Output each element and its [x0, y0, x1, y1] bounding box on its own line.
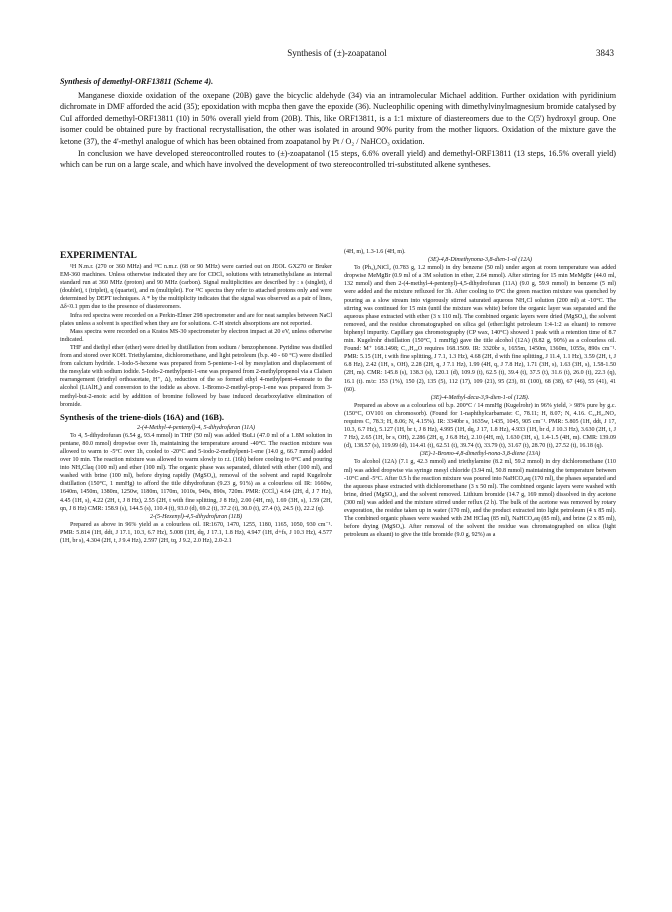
experimental-paragraph-mass: Mass spectra were recorded on a Kratos MS-30 spectrometer by electron impact at 20 eV, unless otherwise indicated. [60, 328, 332, 343]
experimental-heading: EXPERIMENTAL [60, 251, 137, 261]
right-column [344, 248, 616, 539]
experimental-paragraph-ir: Infra red spectra were recorded on a Perkin-Elmer 298 spectrometer and are for neat samples between NaCl plates unless a solvent is specified when they are for solutions. C-H stretch absorptions are not reported. [60, 312, 332, 327]
compound-heading-11a: 2-(4-Methyl-4-pentenyl)-4, 5-dihydrofuran (11A) [136, 424, 256, 431]
section-heading-triene-diols: Synthesis of the triene-diols (16A) and (16B). [60, 411, 224, 422]
left-column [60, 250, 332, 545]
continued-text: (4H, m), 1.3-1.6 (4H, m). [344, 249, 406, 255]
procedure-11a: To 4, 5-dihydrofuran (6.54 g, 93.4 mmol) in THF (50 ml) was added ᵗBuLi (47.0 ml of a 1.8M solution in pentane, 80.0 mmol) dropwise over 1h, maintaining the temperature around -40°C. The reaction mixture was allowed to warm to -5°C over 1h, cooled to -20°C and 5-iodo-2-methylpent-1-ene (14.0 g, 66.7 mmol) added over 10 min. The reaction mixture was allowed to warm slowly to r.t. (16h) before cooling to 0°C and pouring into NH₄Claq (100 ml) and ether (100 ml). The organic phase was separated, diluted with ether (100 ml), and washed with brine (100 ml), before drying rapidly (MgSO₄), removal of the solvent and rapid Kugelrohr distillation (150°C, 1 mmHg) to afford the title dihydrofuran (9.23 g, 91%) as a colourless oil IR: 1660w, 1640m, 1450m, 1380m, 1250w, 1180m, 1170m, 1010s, 940s, 890s, 720m. PMR: (CCl₄) 4.64 (2H, d, J 7 Hz), 4.45 (1H, s), 4.22 (2H, t, J 8 Hz), 2.55 (2H, t with fine splitting, J 8 Hz), 2.00 (4H, m), 1.69 (3H, s), 1.59 (2H, qn, J 8 Hz) CMR: 158.9 (s), 144.5 (s), 110.4 (t), 93.0 (d), 69.2 (t), 37.2 (t), 30.0 (t), 27.4 (t), 24.5 (t), 22.2 (q). [60, 432, 332, 512]
running-header [60, 48, 614, 62]
running-title: Synthesis of (±)-zoapatanol [287, 48, 387, 58]
procedure-12a: To (Ph₃)₂NiCl₂ (0.783 g, 1.2 mmol) in dry benzene (50 ml) under argon at room temperature was added dropwise MeMgBr (0.9 ml of a 3M solution in ether, 2.64 mmol). After stirring for 15 min MeMgBr (44.0 ml, 132 mmol) and then 2-(4-methyl-4-pentenyl)-4,5-dihydrofuran (11A) (9.0 g, 59.9 mmol) in benzene (5 ml) were added and the mixture refluxed for 3h. After cooling to 0°C the green reaction mixture was quenched by pouring as a slow stream into vigorously stirred saturated aqueous NH₄Cl solution (200 ml) at -10°C. The stirring was continued for 15 min (until the mixture was white) before the organic layer was separated and the aqueous phase extracted with ether (3 x 110 ml). The combined organic layers were dried (MgSO₄), the solvent removed, and the residue chromatographed on silica gel (ether:light petroleum 1:4-1:2 as eluant) to remove biphenyl impurity. Capillary gas chromotography (CP wax, 140°C) showed 1 peak with a retention time of 8.7 min. Kugelrohr distillation (150°C, 1 mmHg) gave the title alcohol (12A) (8.82 g, 90%) as a colourless oil. Found: M⁺ 168.1498; C₁₁H₂₀O requires 168.1509. IR: 3320br s, 1655m, 1450m, 1360m, 1055s, 890s cm⁻¹. PMR: 5.15 (1H, t with fine splitting, J 7.1, 1.3 Hz), 4.68 (2H, d with fine splitting, J 11.4, 1.1 Hz), 3.59 (2H, t, J 6.8 Hz), 2.42 (1H, s, OH), 2.28 (2H, q, J 7.1 Hz), 1.99 (4H, q, J 7.8 Hz), 1.71 (3H, s), 1.63 (3H, s), 1.58-1.50 (2H, m). CMR: 145.8 (s), 138.3 (s), 120.1 (d), 109.9 (t), 62.5 (t), 39.4 (t), 37.5 (t), 31.6 (t), 26.0 (t), 22.3 (q), 16.1 (t). m/z: 153 (1%), 150 (2), 135 (5), 112 (17), 109 (21), 95 (23), 81 (100), 68 (38), 67 (46), 55 (41), 41 (60). [344, 265, 616, 393]
page-number: 3843 [596, 48, 614, 58]
procedure-12b: Prepared as above as a colourless oil b.p. 200°C / 14 mmHg (Kugelrohr) in 96% yield, > 98% pure by g.c. (150°C, OV101 on chromosorb). (Found for 1-naphthylcarbamate: C, 78.11; H, 8.07; N, 4.16. C₂₂H₂₇NO₂ requires C, 78.3; H, 8.06; N, 4.15%). IR: 3340br s, 1635w, 1435, 1045, 905 cm⁻¹. PMR: 5.805 (1H, ddt, J 17, 10.3, 6.7 Hz), 5.127 (1H, br t, J 8 Hz), 4.995 (1H, dq, J 17, 1.8 Hz), 4.933 (1H, br d, J 10.3 Hz), 3.630 (2H, t, J 7 Hz), 2.65 (1H, br s, OH), 2.286 (2H, q, J 6.8 Hz), 2.10 (4H, m), 1.630 (3H, s), 1.4-1.5 (4H, m). CMR: 139.09 (d), 138.57 (s), 119.99 (d), 114.41 (t), 62.51 (t), 39.74 (t), 33.79 (t), 31.67 (t), 28.70 (t), 27.52 (t), 16.18 (q). [344, 402, 616, 450]
experimental-paragraph-solvents: THF and diethyl ether (ether) were dried by distillation from sodium / benzophenone. Pyridine was distilled from and stored over KOH. Triethylamine, dichloromethane, and light petroleum (b.p. 40 - 60 °C) were distilled from calcium hydride. 1-Iodo-5-hexene was prepared from 5-pentene-1-ol by mesylation and displacement of the mesylate with sodium iodide. 5-Iodo-2-methylpent-1-ene was prepared from 2-methylpropenol via a Claisen rearrangement (triethyl orthoacetate, H⁺, Δ), reduction of the so formed ethyl 4-methylpent-4-enoate to the alcohol (LiAlH₄) and conversion to the iodide as above. 1-Bromo-2-methyl-prop-1-ene was prepared from 3-methyl-but-2-enoic acid by addition of bromine followed by base induced decarboxylative elimination of bromide. [60, 344, 332, 408]
intro-paragraph-2: In conclusion we have developed stereocontrolled routes to (±)-zoapatanol (15 steps, 6.6% overall yield) and demethyl-ORF13811 (13 steps, 16.5% overall yield) which can be run on a large scale, and which have involved the development of two stereocontrolled tri-substituted alkene syntheses. [60, 148, 616, 170]
experimental-paragraph-nmr: ¹H N.m.r. (270 or 360 MHz) and ¹³C n.m.r. (68 or 90 MHz) were carried out on JEOL GX270 or Bruker EM-360 machines. Unless otherwise indicated they are for CDCl₃ solutions with tetramethylsilane as internal standard run at 360 MHz (proton) and 90 MHz (carbon). Signal multiplicities are described by : s (singlet), d (doublet), t (triplet), q (quartet), and m (multiplet). For ¹³C spectra they refer to attached protons only and were determined by DEPT techniques. A * by the multiplicity indicates that the signal was observed as a pair of lines, Δδ<0.1 ppm due to the presence of diastereomers. [60, 264, 332, 311]
compound-heading-12b: (3E)-4-Methyl-deca-3,9-dien-1-ol (12B). [430, 394, 530, 401]
compound-heading-12a: (3E)-4,8-Dimethynona-3,8-dien-1-ol (12A) [428, 257, 532, 264]
procedure-13a: To alcohol (12A) (7.1 g, 42.3 mmol) and triethylamine (8.2 ml, 59.2 mmol) in dry dichloromethane (110 ml) was added dropwise via syringe mesyl chloride (3.94 ml, 50.8 mmol) maintaining the temperature between -10°C and -5°C. After 0.5 h the reaction mixture was poured into NaHCO₃aq (170 ml), the phases separated and the aqueous phase extracted with dichloromethane (3 x 50 ml). The combined organic layers were washed with brine, dried (MgSO₄), and the solvent removed. Lithium bromide (14.7 g, 169 mmol) dissolved in dry acetone (300 ml) was added and the mixture stirred under reflux (2 h). The bulk of the acetone was removed by rotary evaporation, the residue taken up in water (170 ml), and the product extracted into light petroleum (4 x 85 ml). The combined organic phases were washed with 2M HClaq (85 ml), NaHCO₃aq (85 ml), and brine (2 x 85 ml), before drying (MgSO₄). After removal of the solvent the residue was chromatographed on silica (light petroleum as eluant) to give the title bromide (9.0 g, 92%) as a [344, 459, 616, 539]
section-title: Synthesis of demethyl-ORF13811 (Scheme 4). [60, 77, 214, 86]
compound-heading-13a: (3E)-1-Bromo-4,8-dimethyl-nona-3,8-diene (13A) [419, 451, 541, 458]
intro-paragraph-1: Manganese dioxide oxidation of the oxepane (20B) gave the bicyclic aldehyde (34) via an intramolecular Michael addition. Further oxidation with pyridinium dichromate in DMF afforded the acid (35); epoxidation with mcpba then gave the epoxide (36). Nucleophilic opening with dimethylvinylmagnesium bromide catalysed by CuI afforded demethyl-ORF13811 (10) in 50% overall yield from (20B). This, like ORF13811, is a 1:1 mixture of diastereomers due to the C(5') hydroxyl group. One isomer could be obtained pure by fractional recrystallisation, the other was isolated in around 90% purity from the mother liquors. Oxidation of the mixture gave the ketone (37), the 4'-methyl analogue of which has been obtained from zoapatanol by Pt / O₂ / NaHCO₃ oxidation. [60, 90, 616, 146]
section-heading-demethyl [60, 76, 616, 88]
procedure-11b: Prepared as above in 96% yield as a colourless oil. IR:1670, 1470, 1255, 1180, 1165, 1050, 930 cm⁻¹. PMR: 5.814 (1H, ddt, J 17.1, 10.3, 6.7 Hz), 5.008 (1H, dq, J 17.1, 1.8 Hz), 4.947 (1H, d+fs, J 10.3 Hz), 4.577 (1H, br s), 4.304 (2H, t, J 9.4 Hz), 2.597 (2H, tq, J 9.2, 2.0 Hz), 2.0-2.1 [60, 521, 332, 544]
compound-heading-11b: 2-(5-Hexenyl)-4,5-dihydrofuran (11B) [149, 513, 242, 520]
intro-section [60, 76, 616, 171]
